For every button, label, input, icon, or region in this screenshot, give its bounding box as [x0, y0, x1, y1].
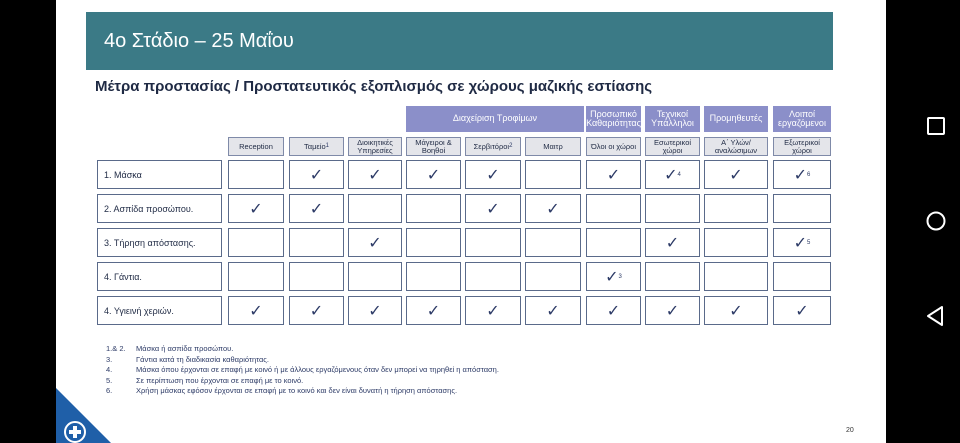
table-cell: [228, 228, 284, 257]
checkmark-icon: ✓: [309, 301, 324, 320]
table-cell: [289, 296, 344, 325]
footnote-ref: 6: [807, 171, 811, 178]
footnote-text: Χρήση μάσκας εφόσον έρχονται σε επαφή με το κοινό και δεν είναι δυνατή η τήρηση απόστασης.: [136, 386, 458, 395]
table-cell: [228, 160, 284, 189]
table-cell: [289, 228, 344, 257]
column-header-label: Διοικητικές Υπηρεσίες: [357, 137, 393, 155]
footnote-ref: 3: [618, 273, 622, 280]
checkmark-icon: ✓: [606, 301, 621, 320]
footnote-item: [106, 344, 499, 355]
footnote-ref: 5: [807, 239, 811, 246]
column-header: [525, 137, 581, 156]
column-header: [289, 137, 344, 156]
table-cell: [465, 296, 521, 325]
row-label: 2. Ασπίδα προσώπου.: [97, 194, 222, 223]
column-header: [465, 137, 521, 156]
column-header: [773, 137, 831, 156]
title-bar: [86, 12, 833, 70]
column-header: [228, 137, 284, 156]
table-cell: [289, 262, 344, 291]
checkmark-icon: ✓: [729, 301, 743, 320]
table-cell: [406, 262, 461, 291]
checkmark-icon: ✓: [368, 301, 382, 320]
table-cell: [465, 160, 521, 189]
table-cell: [228, 296, 284, 325]
checkmark-icon: ✓: [309, 199, 324, 218]
table-cell: [704, 262, 768, 291]
table-cell: [406, 194, 461, 223]
column-header: [348, 137, 402, 156]
footnote-text: Σε περίπτωση που έρχονται σε επαφή με το κοινό.: [136, 375, 304, 385]
checkmark-icon: ✓: [426, 301, 441, 320]
table-cell: [525, 228, 581, 257]
table-cell: [525, 262, 581, 291]
checkmark-icon: ✓: [664, 165, 678, 184]
group-header: Προσωπικό Καθαριότητας: [586, 106, 641, 132]
group-header: Λοιποί εργαζόμενοι: [773, 106, 831, 132]
column-header: [704, 137, 768, 156]
column-header-label: Εξωτερικοί χώροι: [784, 137, 820, 155]
footnote-ref: 2: [509, 143, 513, 150]
footnote-text: Γάντια κατά τη διαδικασία καθαριότητας.: [136, 354, 270, 364]
table-cell: [525, 194, 581, 223]
column-header-label: Σερβιτόροι: [473, 141, 510, 151]
table-cell: [525, 160, 581, 189]
checkmark-icon: ✓: [729, 165, 743, 184]
checkmark-icon: ✓: [606, 165, 621, 184]
checkmark-icon: ✓: [368, 233, 382, 252]
column-header-label: Reception: [239, 141, 273, 151]
greek-government-logo-icon: [56, 388, 118, 443]
column-header: [586, 137, 641, 156]
checkmark-icon: ✓: [249, 301, 263, 320]
footnote-item: [106, 365, 499, 376]
table-cell: [406, 228, 461, 257]
slide-title: 4ο Στάδιο – 25 Μαΐου: [104, 30, 294, 52]
table-cell: [773, 160, 831, 189]
checkmark-icon: ✓: [368, 165, 382, 184]
table-cell: [465, 194, 521, 223]
table-cell: [348, 296, 402, 325]
table-cell: [586, 262, 641, 291]
table-cell: [289, 160, 344, 189]
footnote-ref: 1: [325, 143, 329, 150]
footnote-number: 5.: [106, 375, 113, 385]
footnote-number: 6.: [106, 386, 113, 395]
presentation-slide: [56, 0, 886, 443]
table-cell: [525, 296, 581, 325]
footnote-item: [106, 355, 499, 366]
checkmark-icon: ✓: [309, 165, 324, 184]
table-cell: [704, 296, 768, 325]
checkmark-icon: ✓: [249, 199, 263, 218]
checkmark-icon: ✓: [486, 301, 500, 320]
table-cell: [348, 228, 402, 257]
table-cell: [704, 194, 768, 223]
table-cell: [773, 194, 831, 223]
group-header: Τεχνικοί Υπάλληλοι: [645, 106, 700, 132]
row-label: 4. Υγιεινή χεριών.: [97, 296, 222, 325]
column-header-label: Όλοι οι χώροι: [591, 141, 636, 151]
column-header-label: Α΄ Υλών/ αναλώσιμων: [714, 137, 758, 155]
table-cell: [228, 194, 284, 223]
table-cell: [645, 228, 700, 257]
column-header: [406, 137, 461, 156]
table-cell: [586, 296, 641, 325]
column-header-label: Μάγειροι & Βοηθοί: [415, 137, 452, 155]
page-number: 20: [846, 427, 854, 434]
footnotes: [106, 344, 499, 397]
table-cell: [348, 194, 402, 223]
table-cell: [465, 262, 521, 291]
checkmark-icon: ✓: [793, 233, 808, 252]
table-cell: [586, 194, 641, 223]
checkmark-icon: ✓: [795, 301, 809, 320]
column-header: [645, 137, 700, 156]
table-cell: [645, 160, 700, 189]
table-cell: [348, 160, 402, 189]
checkmark-icon: ✓: [665, 301, 680, 320]
footnote-number: 1.& 2.: [106, 344, 126, 353]
row-label: 3. Τήρηση απόστασης.: [97, 228, 222, 257]
footnote-number: 4.: [106, 365, 113, 374]
table-cell: [704, 228, 768, 257]
table-cell: [406, 160, 461, 189]
table-cell: [406, 296, 461, 325]
table-cell: [645, 262, 700, 291]
home-icon[interactable]: [924, 209, 948, 233]
table-cell: [228, 262, 284, 291]
column-header-label: Ταμείο: [304, 141, 326, 151]
column-header-label: Εσωτερικοί χώροι: [653, 137, 692, 155]
table-cell: [586, 160, 641, 189]
recent-apps-icon[interactable]: [924, 114, 948, 138]
table-cell: [348, 262, 402, 291]
table-cell: [289, 194, 344, 223]
group-header: Προμηθευτές: [704, 106, 768, 132]
column-header-label: Μαιτρ: [543, 141, 563, 151]
footnote-number: 3.: [106, 354, 113, 364]
table-cell: [704, 160, 768, 189]
checkmark-icon: ✓: [426, 165, 441, 184]
footnote-text: Μάσκα ή ασπίδα προσώπου.: [136, 344, 234, 353]
table-cell: [645, 296, 700, 325]
table-cell: [586, 228, 641, 257]
table-cell: [773, 228, 831, 257]
footnote-text: Μάσκα όπου έρχονται σε επαφή με κοινό ή με άλλους εργαζόμενους όταν δεν μπορεί να τηρηθεί η απόσταση.: [136, 365, 499, 374]
checkmark-icon: ✓: [546, 301, 560, 320]
group-header: Διαχείριση Τροφίμων: [406, 106, 584, 132]
slide-subtitle: Μέτρα προστασίας / Προστατευτικός εξοπλισμός σε χώρους μαζικής εστίασης: [95, 78, 653, 95]
footnote-item: [106, 376, 499, 387]
android-nav-bar: [912, 0, 960, 443]
table-cell: [465, 228, 521, 257]
footnote-item: [106, 386, 499, 397]
table-cell: [645, 194, 700, 223]
table-cell: [773, 296, 831, 325]
footnote-ref: 4: [677, 171, 681, 178]
checkmark-icon: ✓: [486, 165, 500, 184]
row-label: 1. Μάσκα: [97, 160, 222, 189]
checkmark-icon: ✓: [605, 267, 619, 286]
table-cell: [773, 262, 831, 291]
checkmark-icon: ✓: [486, 199, 500, 218]
back-icon[interactable]: [924, 304, 948, 328]
row-label: 4. Γάντια.: [97, 262, 222, 291]
checkmark-icon: ✓: [546, 199, 560, 218]
checkmark-icon: ✓: [793, 165, 808, 184]
checkmark-icon: ✓: [665, 233, 680, 252]
